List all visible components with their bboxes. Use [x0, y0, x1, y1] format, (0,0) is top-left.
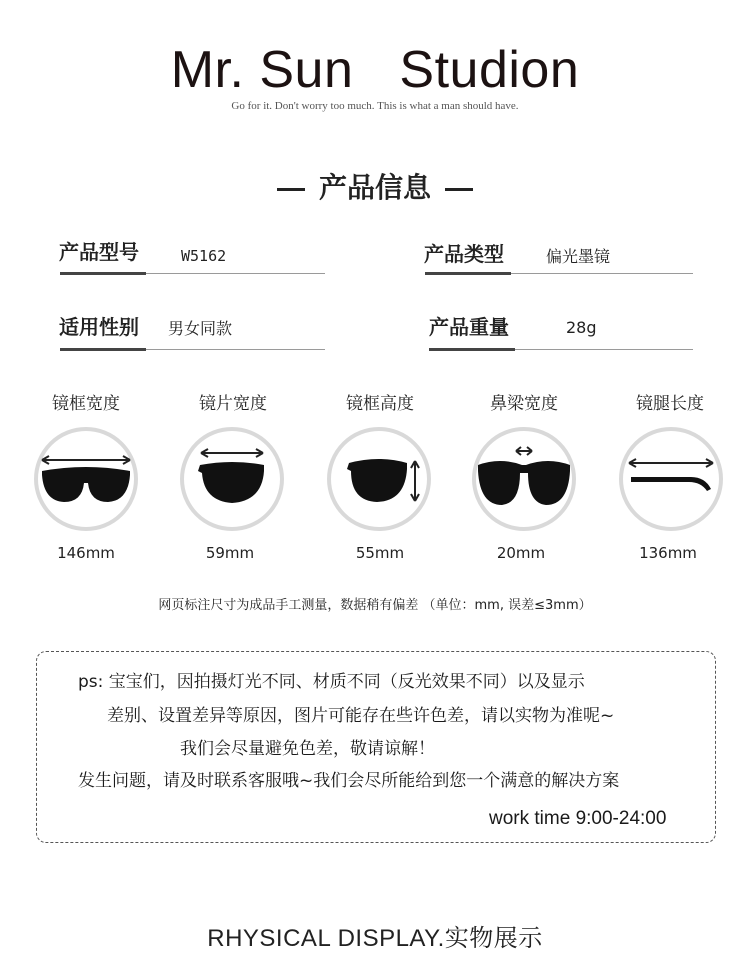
model-value: W5162 — [181, 247, 227, 265]
right-dash-divider — [445, 188, 473, 191]
type-label: 产品类型 — [424, 242, 504, 266]
frame-width-icon — [34, 427, 138, 531]
measurement-value: 55mm — [355, 544, 405, 562]
measurement-title: 鼻梁宽度 — [490, 394, 558, 414]
gender-value: 男女同款 — [168, 319, 233, 338]
measurement-title: 镜腿长度 — [636, 394, 704, 414]
measurement-value: 146mm — [57, 544, 115, 562]
work-time: work time 9:00-24:00 — [489, 808, 667, 829]
measurement-value: 136mm — [639, 544, 697, 562]
temple-length-icon — [619, 427, 723, 531]
model-underline-accent — [60, 272, 146, 275]
ps-line-1: ps: 宝宝们，因拍摄灯光不同、材质不同（反光效果不同）以及显示 — [78, 672, 585, 692]
gender-underline-accent — [60, 348, 146, 351]
measurement-note: 网页标注尺寸为成品手工测量，数据稍有偏差 （单位：mm, 误差≤3mm） — [158, 598, 592, 613]
weight-underline-accent — [429, 348, 515, 351]
brand-name-part1: Mr. Sun — [170, 41, 354, 99]
bridge-width-icon — [472, 427, 576, 531]
measurement-value: 20mm — [496, 544, 546, 562]
frame-height-icon — [327, 427, 431, 531]
section-title-text: 产品信息 — [318, 171, 431, 204]
section-title-product-info — [0, 166, 750, 206]
ps-line-4: 发生问题，请及时联系客服哦~我们会尽所能给到您一个满意的解决方案 — [78, 771, 620, 791]
gender-label: 适用性别 — [59, 315, 139, 339]
lens-width-icon — [180, 427, 284, 531]
measurement-title: 镜框高度 — [346, 394, 414, 414]
brand-tagline: Go for it. Don't worry too much. This is what a man should have. — [231, 100, 519, 112]
left-dash-divider — [277, 188, 305, 191]
weight-label: 产品重量 — [429, 315, 509, 339]
type-underline-accent — [425, 272, 511, 275]
type-value: 偏光墨镜 — [546, 247, 611, 266]
measurement-value: 59mm — [205, 544, 255, 562]
brand-title — [0, 40, 750, 100]
ps-line-2: 差别、设置差异等原因，图片可能存在些许色差，请以实物为准呢~ — [107, 706, 615, 726]
measurement-title: 镜片宽度 — [199, 394, 267, 414]
physical-display-title: RHYSICAL DISPLAY.实物展示 — [207, 925, 543, 952]
measurement-title: 镜框宽度 — [52, 394, 120, 414]
brand-name-part2: Studion — [399, 41, 580, 99]
ps-line-3: 我们会尽量避免色差，敬请谅解！ — [180, 739, 435, 759]
weight-value: 28g — [566, 318, 597, 337]
model-label: 产品型号 — [59, 240, 139, 264]
